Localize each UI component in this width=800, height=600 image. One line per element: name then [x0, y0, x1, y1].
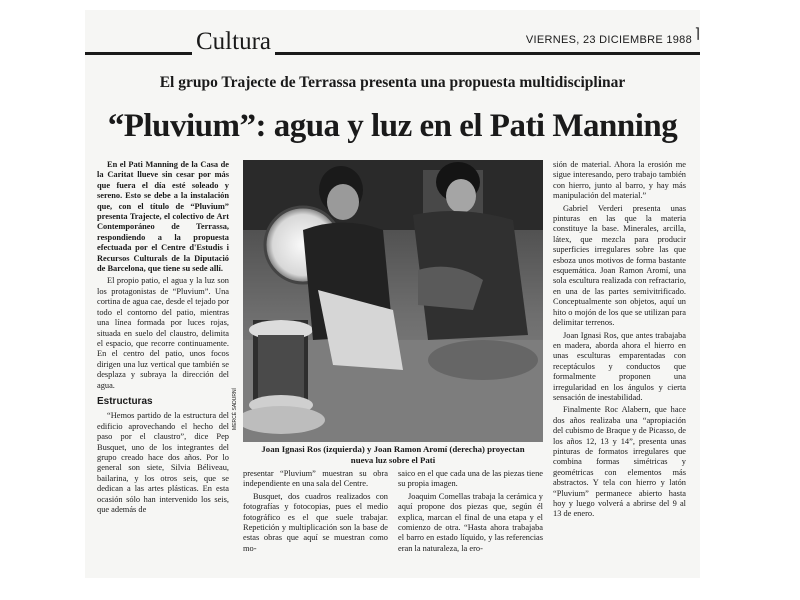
body-paragraph: Gabriel Verderi presenta unas pinturas en las que la materia constituye la base. Minerales, arcilla, látex, que mezcla para producir superficies irregulares sobre las que esboza unos motivos de forma bastante esquemática. Joan Ramon Aromí, una sola escultura realizada con refractario, en una de las partes semivitrificado. Conceptualmente son objetos, aquí un hito o mojón de los que se utilizan para delimitar terrenos.: [553, 203, 686, 328]
page-corner-mark: ⌉: [694, 27, 700, 42]
dateline: VIERNES, 23 DICIEMBRE 1988: [525, 34, 692, 46]
body-paragraph: Busquet, dos cuadros realizados con fotografías y fotocopias, pues el medio fotográfico es el que suele trabajar. Repetición y multiplicación son la base de estas obras que aquí se muestran como mo-: [243, 491, 388, 553]
body-paragraph: “Hemos partido de la estructura del edificio aprovechando el hecho del paso por el claustro”, dice Pep Busquet, uno de los integrantes del grupo creado hace dos años. Por lo general son siete, Silvia Béliveau, bailarina, y los otros seis, que se dedican a las artes plásticas. En esta ocasión sólo han intervenido los seis, que además de: [97, 411, 229, 514]
article-column-2: [243, 469, 388, 568]
headline: “Pluvium”: agua y luz en el Pati Manning: [107, 108, 678, 144]
body-paragraph: El propio patio, el agua y la luz son los protagonistas de “Pluvium”. Una cortina de agua cae, desde el tejado por todo el contorno del patio, mientras una línea formada por luces rojas, situada en suelo del claustro, delimita el espacio, que recorre continuamente. En el centro del patio, unos focos dirigen una luz vertical que también se desplaza y subraya la dirección del agua.: [97, 276, 229, 390]
body-paragraph: Joaquim Comellas trabaja la cerámica y aquí propone dos piezas que, según él explica, marcan el final de una etapa y el comienzo de otra. “Hasta ahora trabajaba el barro en estado líquido, y las referencias eran la naturaleza, la ero-: [398, 491, 543, 553]
body-paragraph: presentar “Pluvium” muestran su obra independiente en una sala del Centre.: [243, 469, 388, 489]
newspaper-clipping: [85, 10, 700, 578]
article-column-1: [97, 160, 229, 568]
photo-credit: MERCÈ SADURNÍ: [232, 388, 238, 430]
article-column-4: [553, 160, 686, 568]
article-photo: [243, 160, 543, 442]
photo-caption: [243, 444, 543, 466]
body-paragraph: saico en el que cada una de las piezas tiene su propia imagen.: [398, 469, 543, 489]
article-column-3: [398, 469, 543, 568]
body-paragraph: Finalmente Roc Alabern, que hace dos años realizaba una “apropiación del cubismo de Braque y de Picasso, de los años 12, 13 y 14”, presenta unas pinturas de formatos irregulares que combina formas simétricas y geométricas con elementos más abstractos. Y tela con hierro y latón “Pluvium” permanece abierto hasta hoy y luego volverá a abrirse del 9 al 13 de enero.: [553, 405, 686, 519]
header-rule: [85, 52, 700, 55]
section-title: Cultura: [192, 28, 275, 56]
photo-illustration: [243, 160, 543, 442]
caption-line-1: Joan Ignasi Ros (izquierda) y Joan Ramon Aromí (derecha) proyectan: [261, 444, 525, 454]
body-paragraph: sión de material. Ahora la erosión me sigue interesando, pero trabajo también con hierro, junto al barro, y hay más manipulación del material.”: [553, 160, 686, 201]
caption-line-2: nueva luz sobre el Pati: [350, 455, 436, 465]
lead-paragraph: En el Pati Manning de la Casa de la Caritat llueve sin cesar por más que fuera el día esté soleado y sereno. Esto se debe a la instalación que, con el título de “Pluvium” presenta Trajecte, el colectivo de Art Contemporáneo de Terrassa, respondiendo a la propuesta efectuada por el Centre d'Estudis i Recursos Culturals de la Diputació de Barcelona, que tiene su sede allí.: [97, 160, 229, 274]
subhead-estructuras: Estructuras: [97, 395, 153, 407]
kicker: El grupo Trajecte de Terrassa presenta una propuesta multidisciplinar: [159, 74, 626, 91]
body-paragraph: Joan Ignasi Ros, que antes trabajaba en madera, aborda ahora el hierro en unas esculturas emparentadas con receptáculos y conductos que formalmente proponen una irregularidad en los ángulos y cierta sensación de inestabilidad.: [553, 330, 686, 402]
